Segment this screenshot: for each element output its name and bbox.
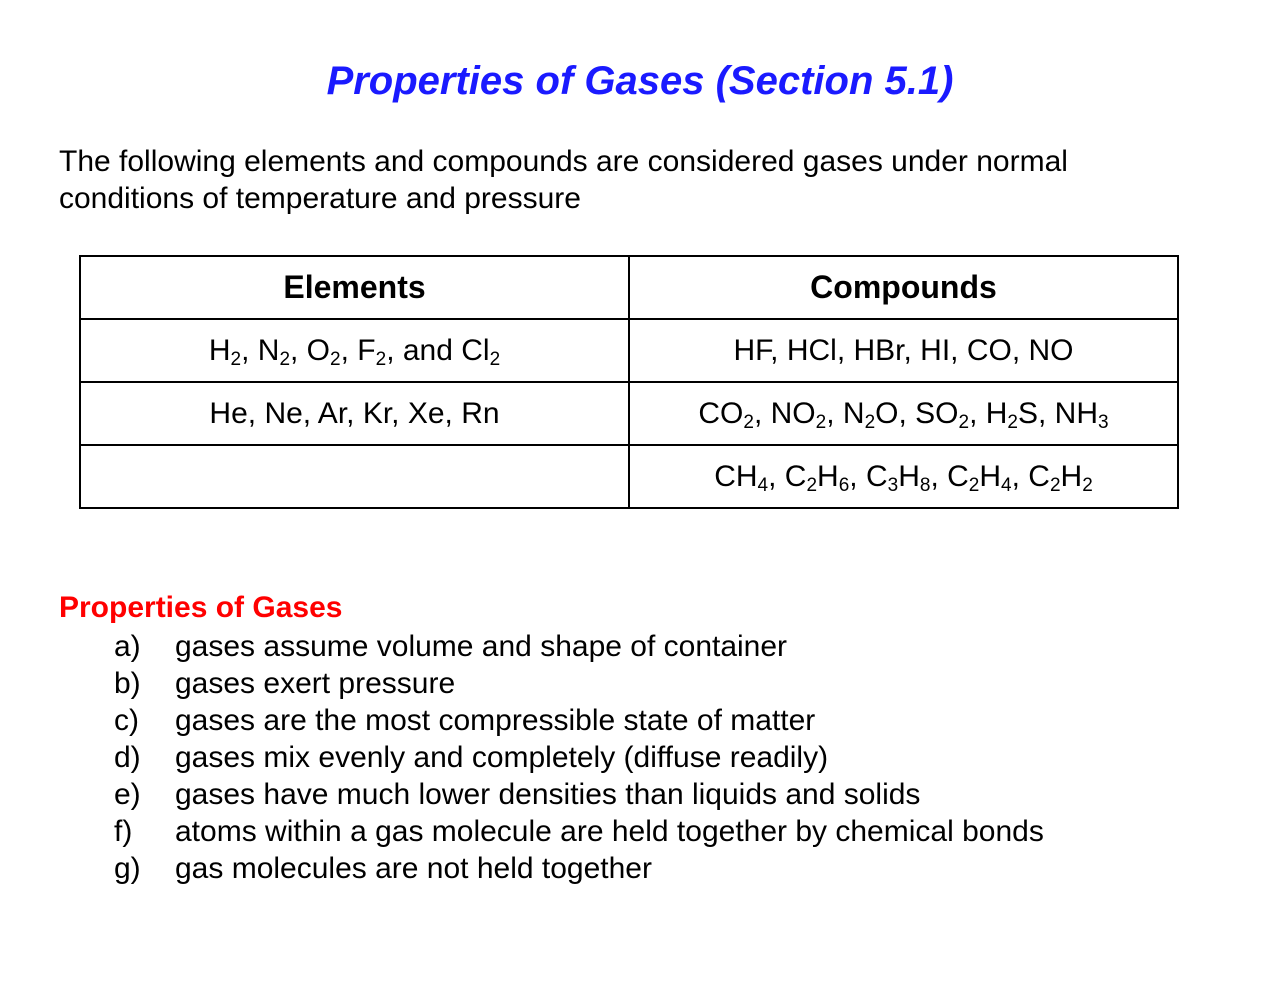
properties-list: [114, 628, 1044, 887]
elements-header: Elements: [80, 256, 629, 319]
list-marker: a): [114, 630, 141, 663]
list-marker: d): [114, 741, 141, 774]
list-marker: g): [114, 852, 141, 885]
elements-cell-empty: [80, 445, 629, 508]
gases-table: [79, 255, 1179, 509]
elements-cell: $H_2$, $N_2$, $O_2$, $F_2$, and $Cl_2$: [80, 319, 629, 382]
intro-line-1: The following elements and compounds are considered gases under normal: [59, 145, 1068, 178]
list-item: [114, 702, 1044, 739]
list-marker: c): [114, 704, 139, 737]
list-item-text: gases have much lower densities than liquids and solids: [175, 778, 921, 811]
formula-subscript: 3: [887, 474, 899, 496]
list-item-text: gas molecules are not held together: [175, 852, 652, 885]
formula-subscript: 2: [489, 348, 501, 370]
formula-subscript: 2: [375, 348, 387, 370]
formula-subscript: 2: [330, 348, 341, 370]
table-row: [80, 319, 1178, 382]
formula-subscript: 2: [815, 411, 827, 433]
formula-subscript: 2: [1082, 474, 1093, 496]
formula-subscript: 2: [1049, 474, 1061, 496]
list-item: [114, 813, 1044, 850]
table-row: [80, 445, 1178, 508]
list-item: [114, 776, 1044, 813]
list-item-text: gases mix evenly and completely (diffuse readily): [175, 741, 829, 774]
formula-subscript: 2: [743, 411, 754, 433]
page-title: Properties of Gases (Section 5.1): [326, 59, 954, 103]
formula-subscript: 2: [958, 411, 970, 433]
list-item: [114, 850, 1044, 887]
formula-subscript: 4: [1001, 474, 1012, 496]
compounds-header: Compounds: [629, 256, 1178, 319]
intro-line-2: conditions of temperature and pressure: [59, 182, 581, 215]
formula-subscript: 2: [230, 348, 242, 370]
list-item-text: atoms within a gas molecule are held together by chemical bonds: [175, 815, 1044, 848]
compounds-cell: HF, HCl, HBr, HI, CO, NO: [629, 319, 1178, 382]
list-marker: b): [114, 667, 141, 700]
formula-subscript: 2: [968, 474, 980, 496]
formula-subscript: 4: [757, 474, 769, 496]
formula-subscript: 2: [806, 474, 818, 496]
table-header-row: [80, 256, 1178, 319]
list-item: [114, 665, 1044, 702]
compounds-cell: $CH_4$, $C_2H_6$, $C_3H_8$, $C_2H_4$, $C_2H_2$: [629, 445, 1178, 508]
formula-subscript: 2: [279, 348, 291, 370]
formula-subscript: 2: [1007, 411, 1018, 433]
formula-subscript: 3: [1098, 411, 1109, 433]
compounds-cell: $CO_2$, $NO_2$, $N_2O$, $SO_2$, $H_2S$, $NH_3$: [629, 382, 1178, 445]
list-marker: e): [114, 778, 141, 811]
list-item: [114, 628, 1044, 665]
formula-subscript: 8: [919, 474, 931, 496]
list-item: [114, 739, 1044, 776]
list-marker: f): [114, 815, 133, 848]
properties-heading: Properties of Gases: [59, 591, 343, 624]
list-item-text: gases are the most compressible state of matter: [175, 704, 816, 737]
formula-subscript: 6: [838, 474, 850, 496]
list-item-text: gases exert pressure: [175, 667, 456, 700]
formula-subscript: 2: [864, 411, 876, 433]
intro-paragraph: [59, 143, 1219, 217]
list-item-text: gases assume volume and shape of container: [175, 630, 788, 663]
elements-cell: He, Ne, Ar, Kr, Xe, Rn: [80, 382, 629, 445]
table-row: [80, 382, 1178, 445]
